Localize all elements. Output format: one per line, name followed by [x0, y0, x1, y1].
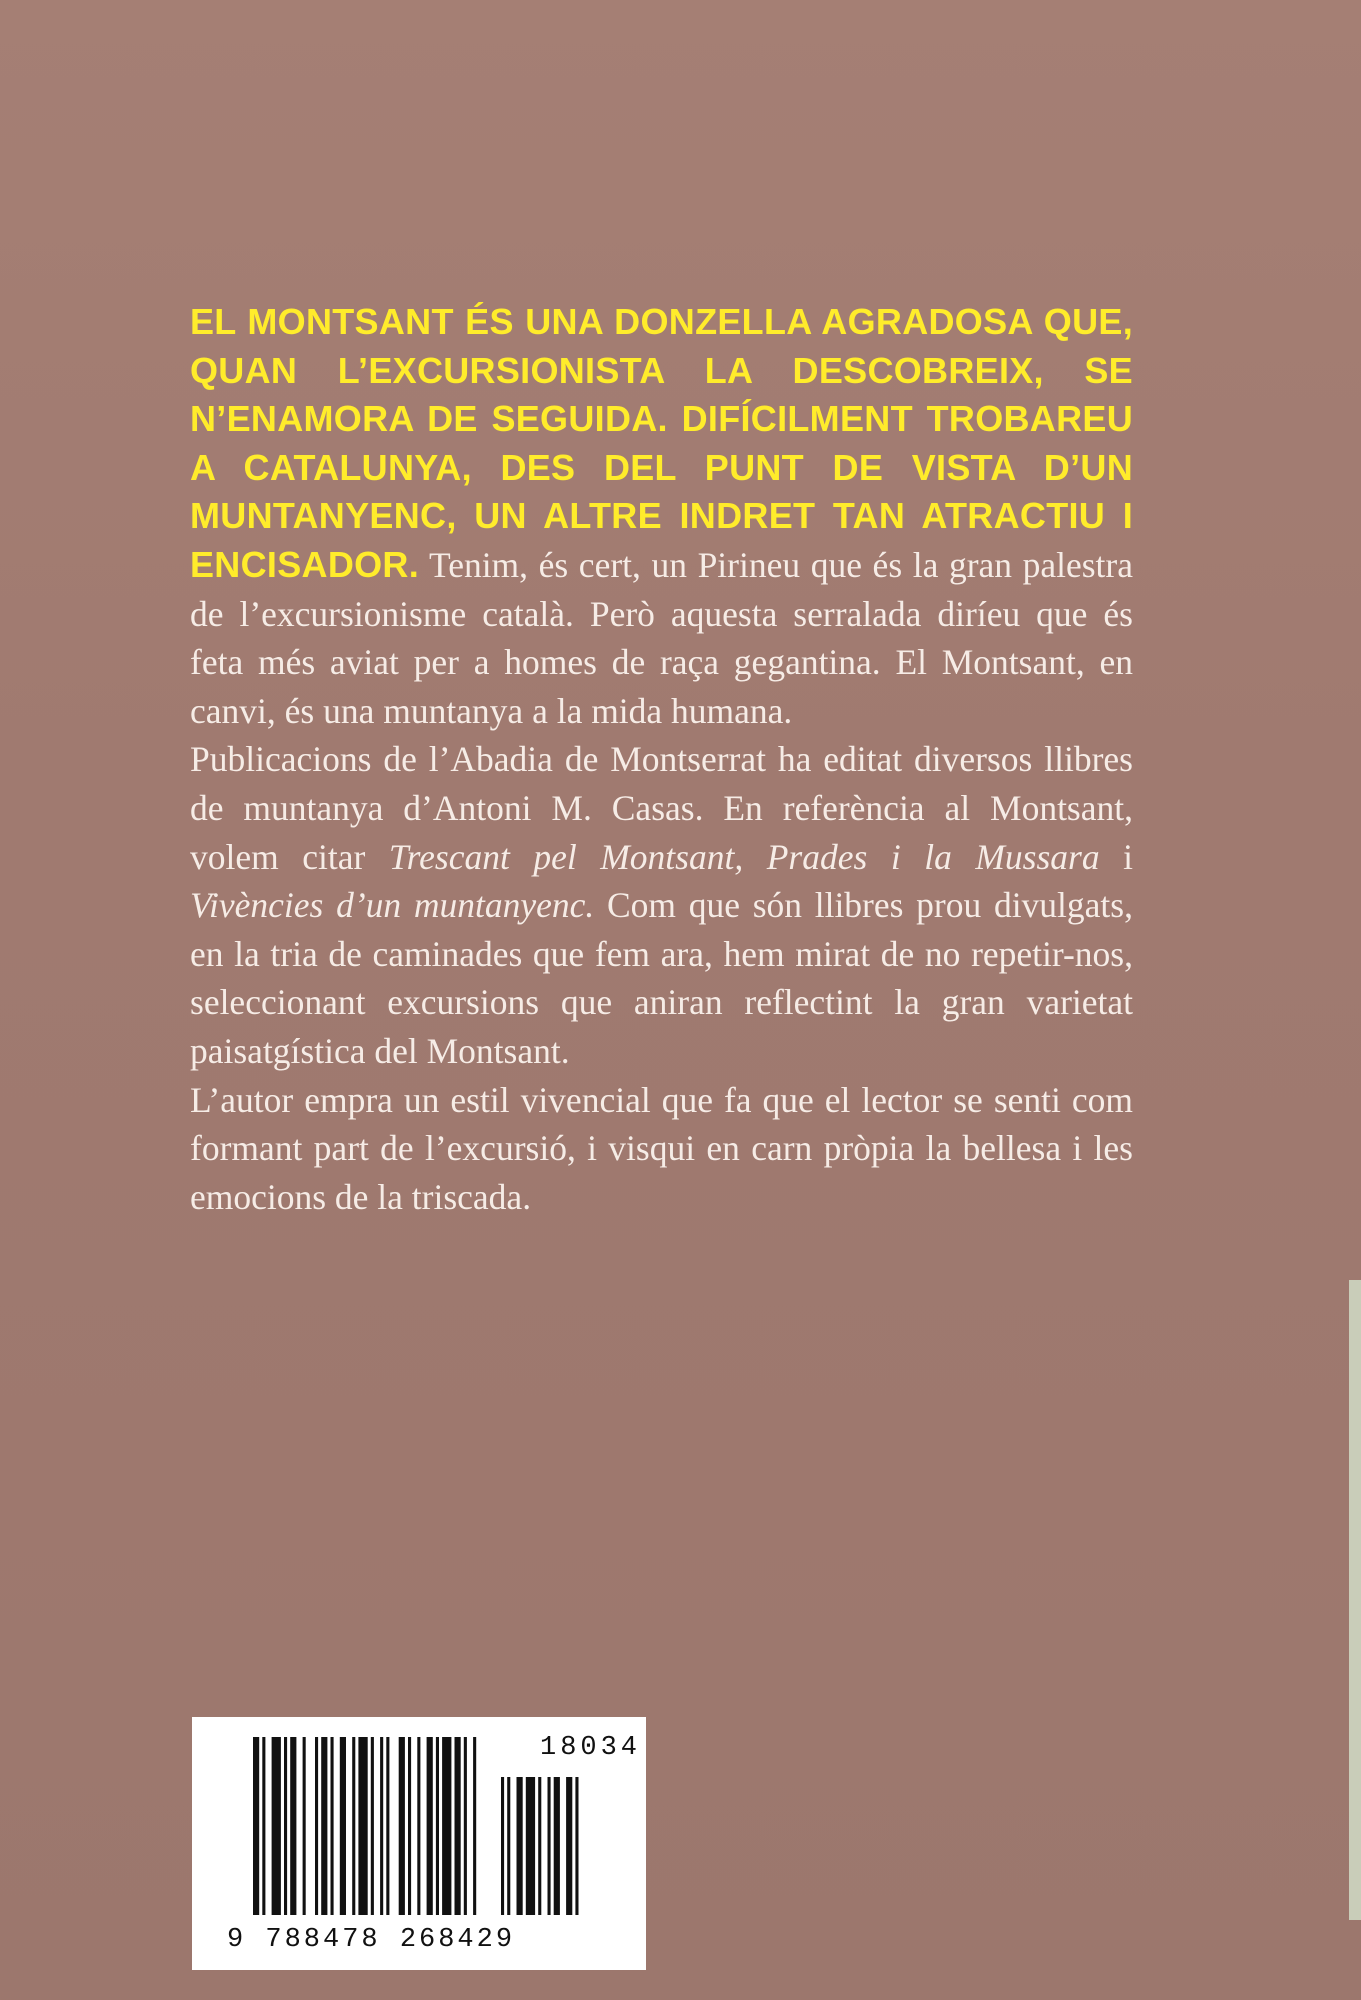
book-title-trescant: Trescant pel Montsant, Prades i la Mussara: [388, 836, 1100, 877]
blurb-paragraph-1-rest: Tenim, és cert, un Pirineu que és la gran palestra de l’excursionisme català. Però aquesta serralada diríeu que és feta més aviat per a homes de raça gegantina. El Montsant, en canvi, és una muntanya a la mida humana.: [190, 544, 1133, 731]
blurb-paragraph-2-mid: i: [1099, 836, 1133, 877]
isbn-number: 9 788478 268429: [227, 1925, 516, 1955]
blurb-paragraph-3: L’autor empra un estil vivencial que fa que el lector se senti com formant part de l’excursió, i visqui en carn pròpia la bellesa i les emocions de la triscada.: [190, 1079, 1133, 1217]
blurb-paragraph-1: [190, 298, 1133, 735]
blurb-paragraph-2: [190, 735, 1133, 1075]
barcode-icon: [251, 1737, 581, 1933]
blurb-highlight: EL MONTSANT ÉS UNA DONZELLA AGRADOSA QUE, QUAN L’EXCURSIONISTA LA DESCOBREIX, SE N’ENAMORA DE SEGUIDA. DIFÍCILMENT TROBAREU A CATALUNYA, DES DEL PUNT DE VISTA D’UN MUNTANYENC, UN ALTRE INDRET TAN ATRACTIU I ENCISADOR.: [190, 301, 1133, 585]
blurb-text: [190, 298, 1133, 1221]
price-code: 18034: [540, 1733, 642, 1763]
book-title-vivencies: Vivències d’un muntanyenc.: [190, 885, 595, 926]
barcode-panel: [192, 1717, 646, 1970]
spine-edge: [1349, 1280, 1361, 1920]
blurb-paragraph-2-end: Com que són llibres prou divulgats, en la tria de caminades que fem ara, hem mirat de no repetir-nos, seleccionant excursions que aniran reflectint la gran varietat paisatgística del Montsant.: [190, 885, 1133, 1071]
blurb-paragraph-2-start: Publicacions de l’Abadia de Montserrat ha editat diversos llibres de muntanya d’Antoni M. Casas. En referència al Montsant, volem citar: [190, 739, 1133, 877]
